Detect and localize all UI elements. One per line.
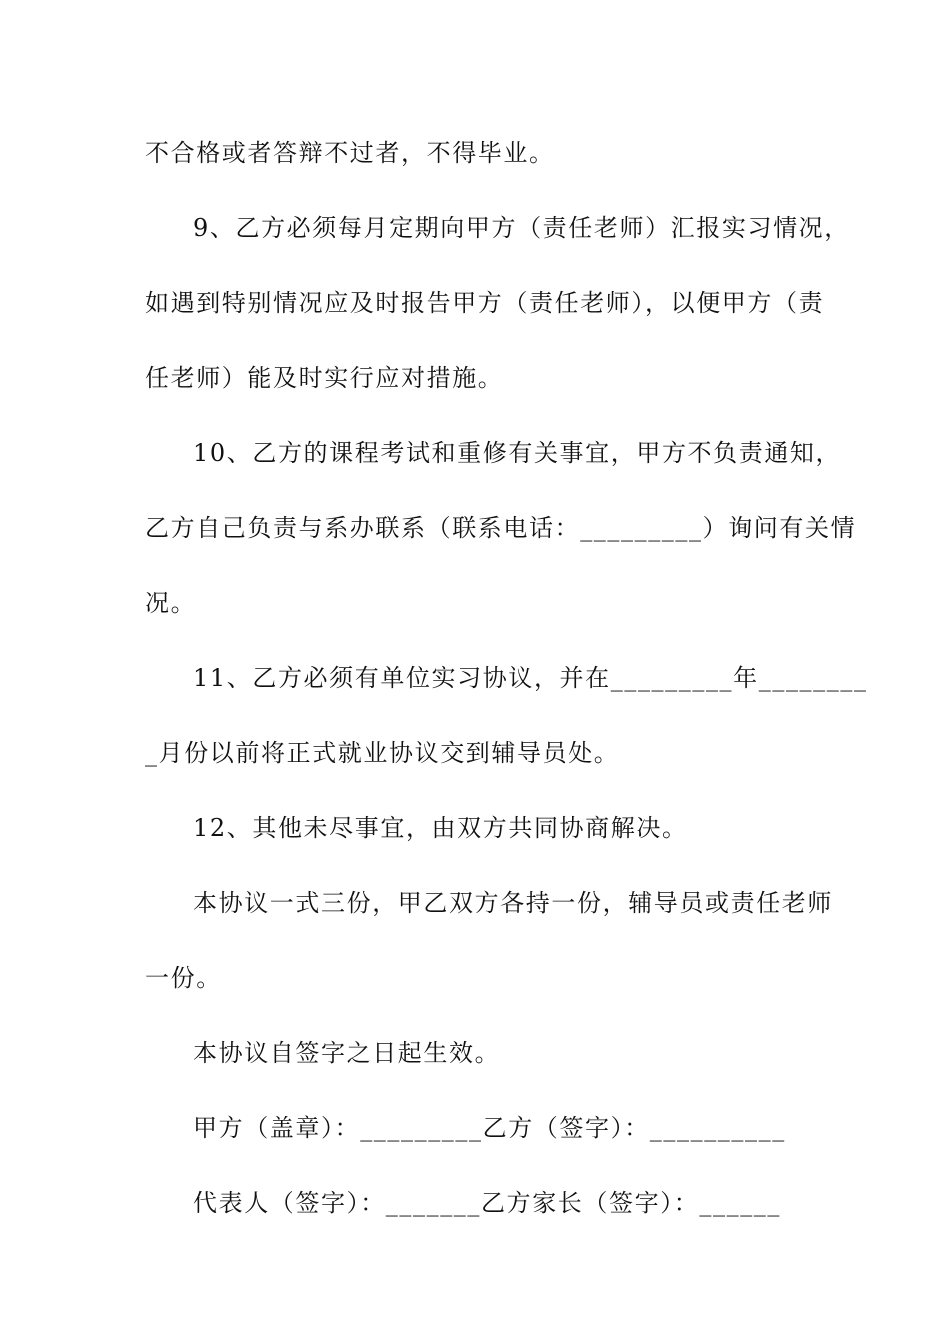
clause-11-line-2: _月份以前将正式就业协议交到辅导员处。 — [145, 739, 620, 767]
copies-line-2: 一份。 — [145, 964, 222, 992]
clause-12-line: 12、其他未尽事宜，由双方共同协商解决。 — [193, 814, 688, 842]
signature-party-a-b-line: 甲方（盖章）：_________乙方（签字）：__________ — [193, 1114, 786, 1142]
text-line-graduation-condition: 不合格或者答辩不过者，不得毕业。 — [145, 139, 555, 167]
clause-9-line-1: 9、乙方必须每月定期向甲方（责任老师）汇报实习情况， — [193, 214, 850, 242]
clause-10-line-2: 乙方自己负责与系办联系（联系电话：_________）询问有关情 — [145, 514, 857, 542]
clause-11-line-1: 11、乙方必须有单位实习协议，并在_________年________ — [193, 664, 868, 692]
clause-10-line-1: 10、乙方的课程考试和重修有关事宜，甲方不负责通知， — [193, 439, 842, 467]
clause-9-line-2: 如遇到特别情况应及时报告甲方（责任老师），以便甲方（责 — [145, 289, 825, 317]
copies-line-1: 本协议一式三份，甲乙双方各持一份，辅导员或责任老师 — [193, 889, 833, 917]
effective-date-line: 本协议自签字之日起生效。 — [193, 1039, 501, 1067]
clause-9-line-3: 任老师）能及时实行应对措施。 — [145, 364, 504, 392]
clause-10-line-3: 况。 — [145, 589, 197, 617]
signature-representative-parent-line: 代表人（签字）：_______乙方家长（签字）：______ — [193, 1189, 781, 1217]
